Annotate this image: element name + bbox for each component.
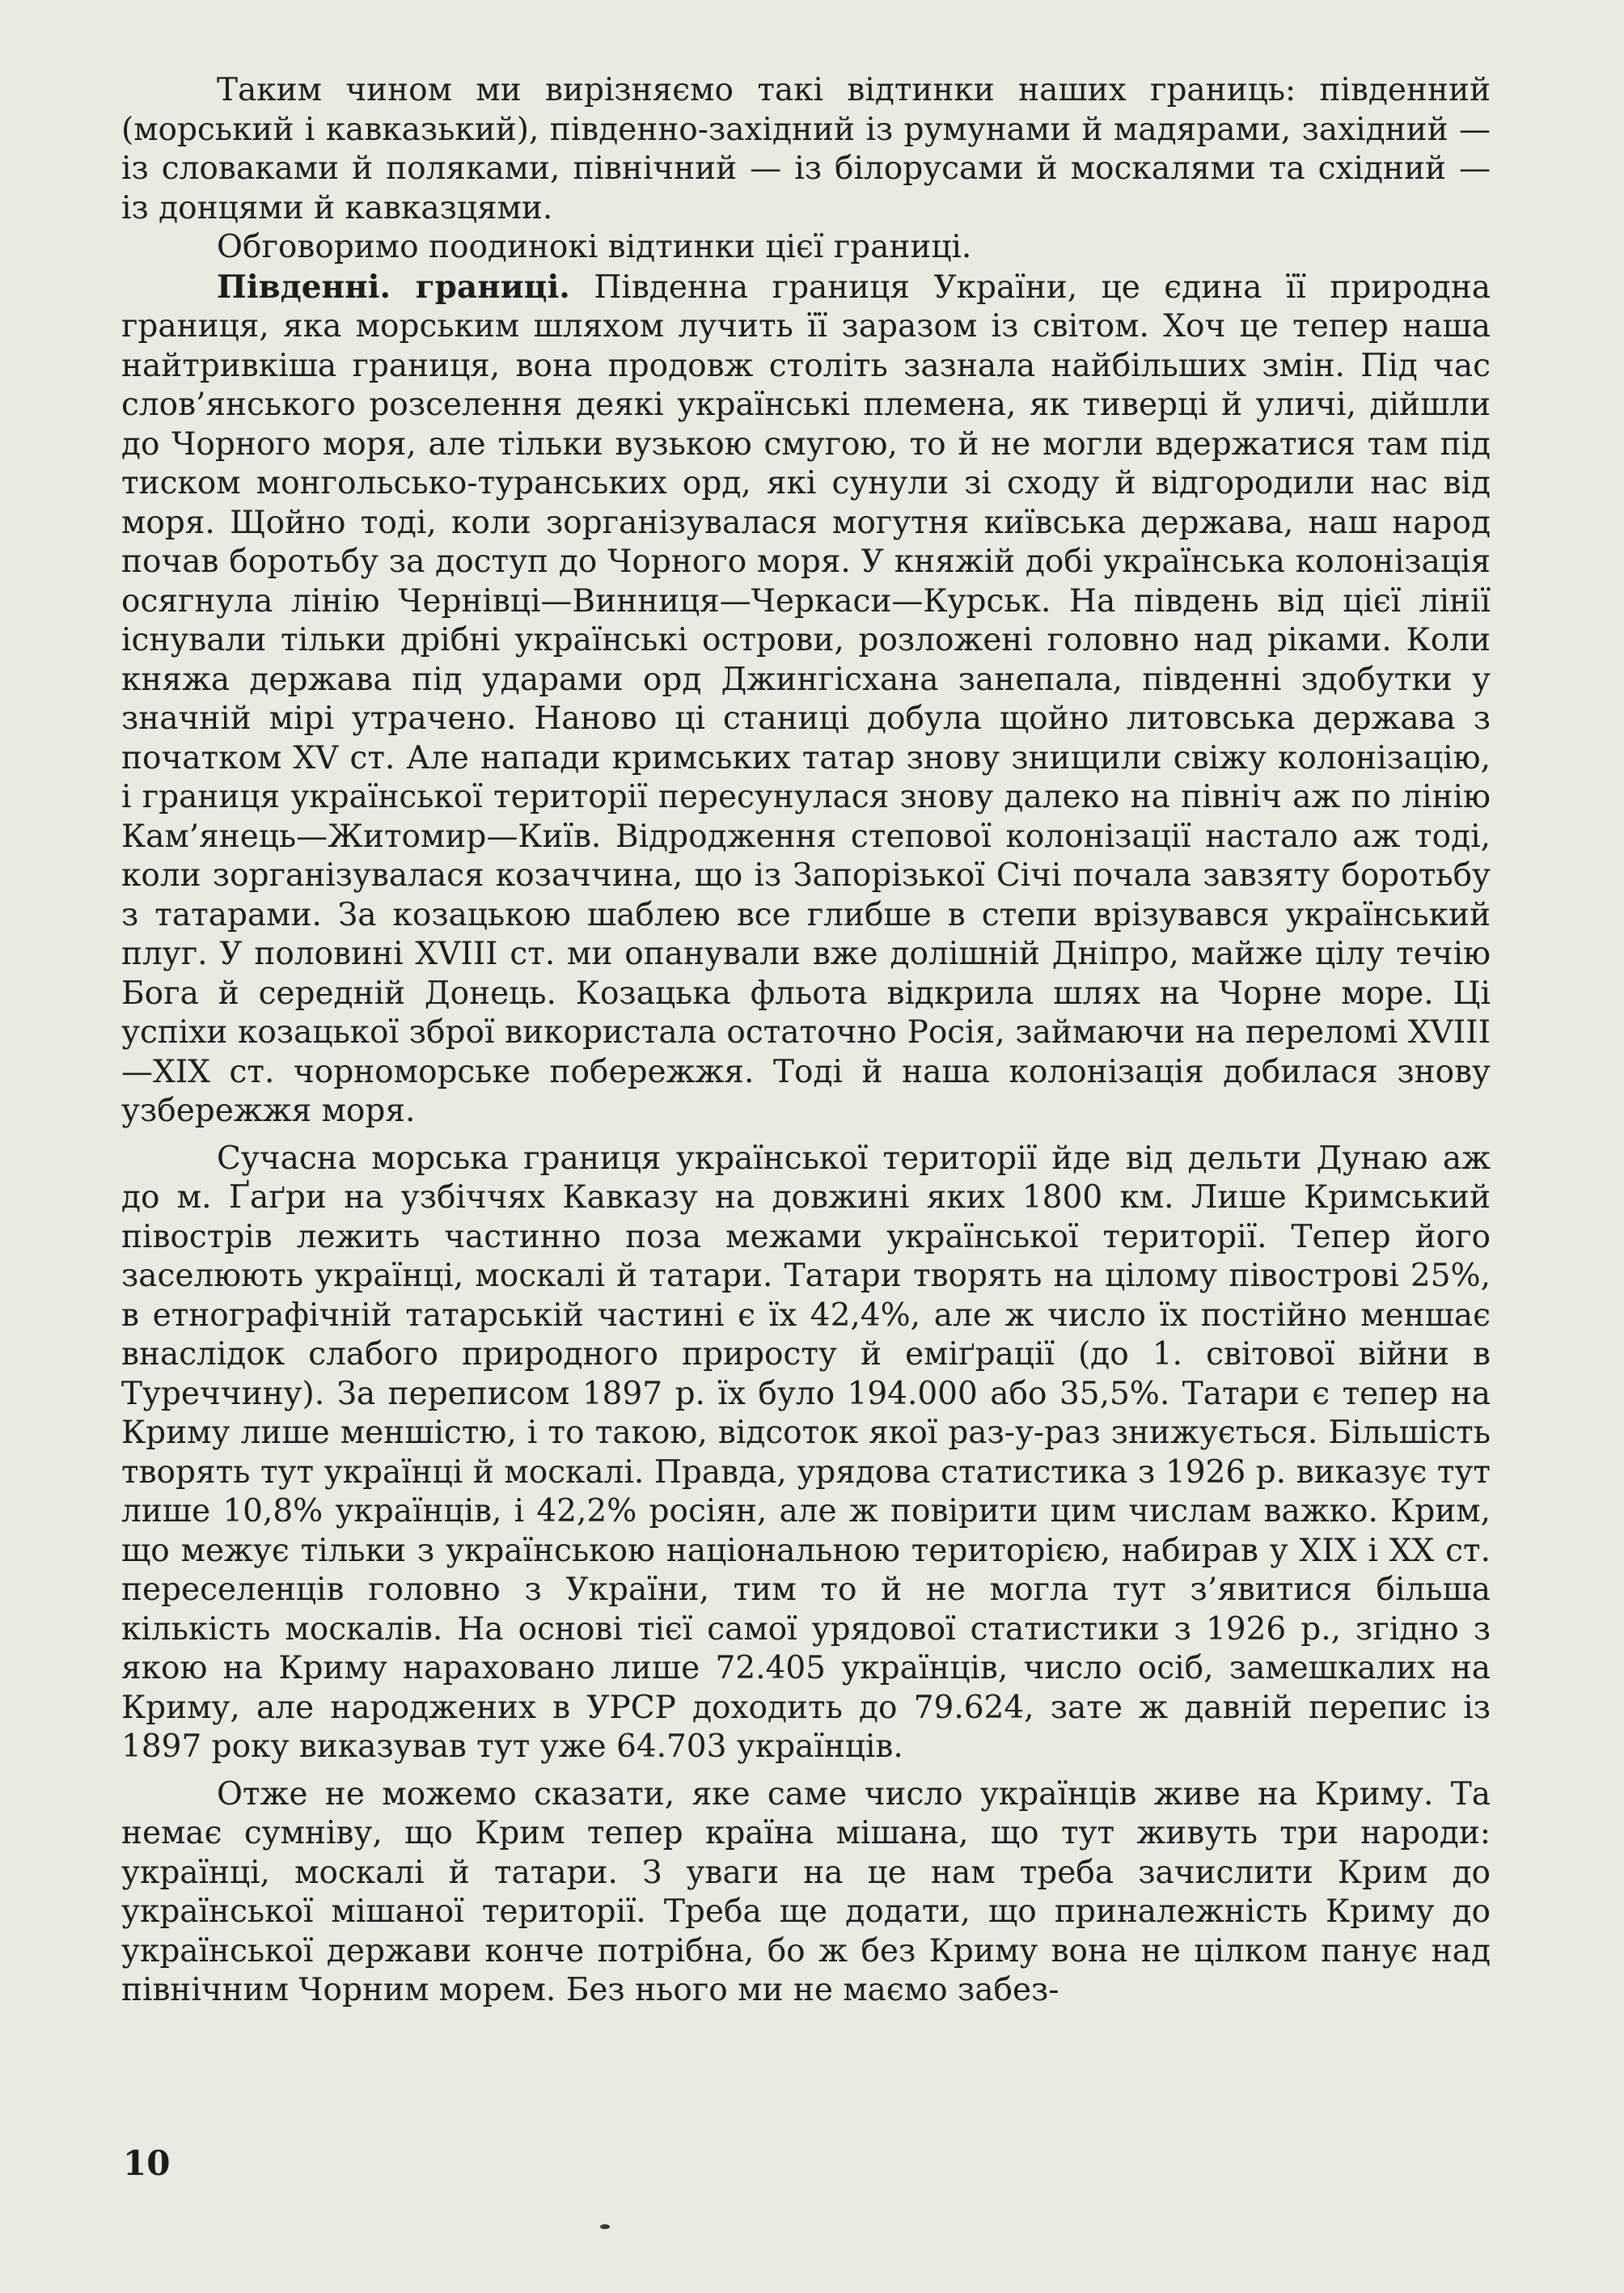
ink-speck [600, 2224, 610, 2229]
page-number: 10 [123, 2143, 171, 2183]
paragraph-borders-overview: Таким чином ми вирізняємо такі відтинки наших границь: південний (морський і кавказький), південно-західний із румунами й мадярами, західний — із словаками й поляками, північний — із білорусами й москалями та східний — із донцями й кавказцями. [121, 72, 1491, 226]
page-body [121, 71, 1491, 2011]
section-heading-southern-borders: Південні. границі. [217, 268, 570, 306]
paragraph-discuss-sections: Обговоримо поодинокі відтинки цієї границі. [217, 229, 972, 265]
paragraph-crimea-conclusion: Отже не можемо сказати, яке саме число українців живе на Криму. Та немає сумніву, що Крим тепер країна мішана, що тут живуть три народи: українці, москалі й татари. З уваги на це нам треба зачислити Крим до української мішаної території. Треба ще додати, що приналежність Криму до української держави конче потрібна, бо ж без Криму вона не цілком панує над північним Чорним морем. Без нього ми не маємо забез- [121, 1775, 1491, 2008]
paragraph-southern-borders [121, 268, 1491, 1132]
paragraph-sea-border-crimea: Сучасна морська границя української території йде від дельти Дунаю аж до м. Ґаґри на узбіччях Кавказу на довжині яких 1800 км. Лише Кримський півострів лежить частинно поза межами української території. Тепер його заселюють українці, москалі й татари. Татари творять на цілому півострові 25%, в етнографічній татарській частині є їх 42,4%, але ж число їх постійно меншає внаслідок слабого природного приросту й еміґрації (до 1. світової війни в Туреччину). За переписом 1897 р. їх було 194.000 або 35,5%. Татари є тепер на Криму лише меншістю, і то такою, відсоток якої раз-у-раз знижується. Більшість творять тут українці й москалі. Правда, урядова статистика з 1926 р. виказує тут лише 10,8% українців, і 42,2% росіян, але ж повірити цим числам важко. Крим, що межує тільки з українською національною територією, набирав у XIX і XX ст. переселенців головно з України, тим то й не могла тут з’явитися більша кількість москалів. На основі тієї самої урядової статистики з 1926 р., згідно з якою на Криму нараховано лише 72.405 українців, число осіб, замешкалих на Криму, але народжених в УРСР доходить до 79.624, зате ж давній перепис із 1897 року виказував тут уже 64.703 українців. [121, 1140, 1491, 1765]
paragraph-southern-borders-text: Південна границя України, це єдина її природна границя, яка морським шляхом лучить її заразом із світом. Хоч це тепер наша найтривкіша границя, вона продовж століть зазнала найбільших змін. Під час слов’янського розселення деякі українські племена, як тиверці й уличі, дійшли до Чорного моря, але тільки вузькою смугою, то й не могли вдержатися там під тиском монгольсько-туранських орд, які сунули зі сходу й відгородили нас від моря. Щойно тоді, коли зорганізувалася могутня київська держава, наш народ почав боротьбу за доступ до Чорного моря. У княжій добі українська колонізація осягнула лінію Чернівці—Винниця—Черкаси—Курськ. На південь від цієї лінії існували тільки дрібні українські острови, розложені головно над ріками. Коли княжа держава під ударами орд Джингісхана занепала, південні здобутки у значній мірі утрачено. Наново ці станиці добула щойно литовська держава з початком XV ст. Але напади кримських татар знову знищили свіжу колонізацію, і границя української території пересунулася знову далеко на північ аж по лінію Кам’янець—Житомир—Київ. Відродження степової колонізації настало аж тоді, коли зорганізувалася козаччина, що із Запорізької Січі почала завзяту боротьбу з татарами. За козацькою шаблею все глибше в степи врізувався український плуг. У половині XVIII ст. ми опанували вже долішній Дніпро, майже цілу течію Бога й середній Донець. Козацька фльота відкрила шлях на Чорне море. Ці успіхи козацької зброї використала остаточно Росія, займаючи на переломі XVIII—XIX ст. чорноморське побережжя. Тоді й наша колонізація добилася знову узбережжя моря. [121, 269, 1491, 1129]
